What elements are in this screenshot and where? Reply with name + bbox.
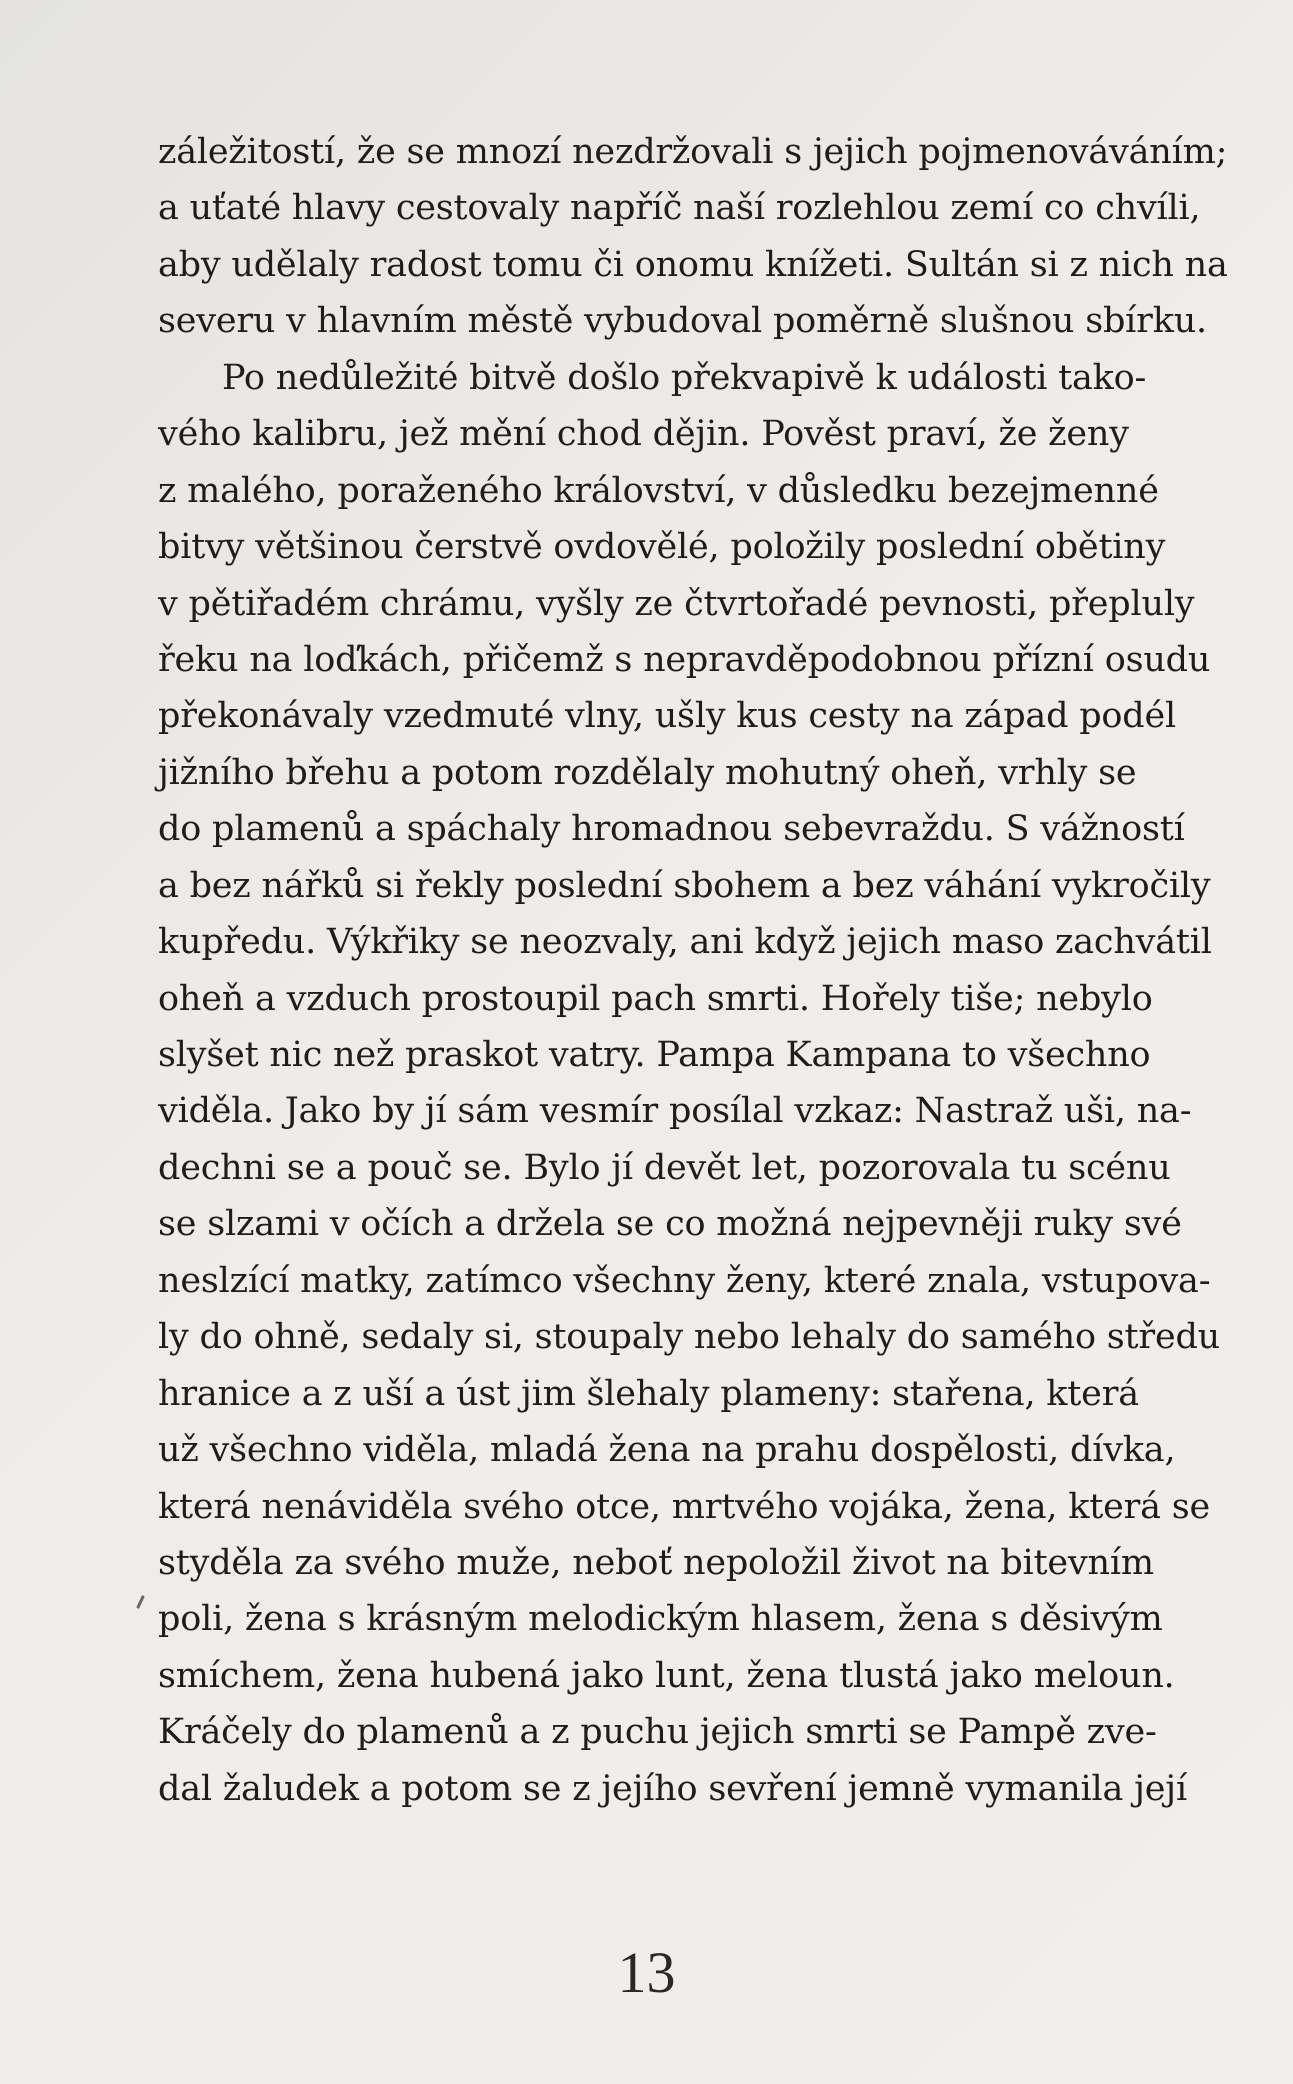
text-line: se slzami v očích a držela se co možná nejpevněji ruky své [158, 1204, 1182, 1245]
text-line: neslzící matky, zatímco všechny ženy, které znala, vstupova- [158, 1260, 1211, 1301]
text-line: překonávaly vzedmuté vlny, ušly kus cesty na západ podél [158, 696, 1177, 737]
text-line: ly do ohně, sedaly si, stoupaly nebo lehaly do samého středu [158, 1317, 1221, 1358]
page-number: 13 [617, 1940, 676, 2005]
text-line: řeku na loďkách, přičemž s nepravděpodobnou přízní osudu [158, 639, 1211, 680]
text-line: v pětiřadém chrámu, vyšly ze čtvrtořadé pevnosti, přepluly [158, 583, 1195, 624]
text-line: severu v hlavním městě vybudoval poměrně slušnou sbírku. [158, 301, 1207, 342]
text-line: smíchem, žena hubená jako lunt, žena tlustá jako meloun. [158, 1655, 1175, 1696]
text-line: záležitostí, že se mnozí nezdržovali s jejich pojmenováváním; [158, 132, 1228, 172]
text-line: vého kalibru, jež mění chod dějin. Pověst praví, že ženy [158, 414, 1129, 455]
text-line: kupředu. Výkřiky se neozvaly, ani když jejich maso zachvátil [158, 922, 1212, 963]
text-line: dechni se a pouč se. Bylo jí devět let, pozorovala tu scénu [158, 1147, 1171, 1188]
text-line: bitvy většinou čerstvě ovdovělé, položily poslední obětiny [158, 527, 1166, 568]
text-line: do plamenů a spáchaly hromadnou sebevraždu. S vážností [158, 809, 1185, 850]
text-line: která nenáviděla svého otce, mrtvého vojáka, žena, která se [158, 1486, 1211, 1527]
text-line: a bez nářků si řekly poslední sbohem a bez váhání vykročily [158, 865, 1211, 906]
text-line: dal žaludek a potom se z jejího sevření jemně vymanila její [158, 1768, 1187, 1809]
margin-pencil-mark [136, 1595, 145, 1609]
text-line: styděla za svého muže, neboť nepoložil život na bitevním [158, 1542, 1154, 1583]
text-line: Kráčely do plamenů a z puchu jejich smrti se Pampě zve- [158, 1712, 1157, 1753]
text-line: hranice a z uší a úst jim šlehaly plameny: stařena, která [158, 1373, 1139, 1414]
text-line: slyšet nic než praskot vatry. Pampa Kampana to všechno [158, 1035, 1151, 1075]
text-line: z malého, poraženého království, v důsledku bezejmenné [158, 470, 1159, 511]
text-line: poli, žena s krásným melodickým hlasem, žena s děsivým [158, 1599, 1163, 1640]
text-line: aby udělaly radost tomu či onomu knížeti. Sultán si z nich na [158, 244, 1228, 285]
text-line: oheň a vzduch prostoupil pach smrti. Hořely tiše; nebylo [158, 978, 1153, 1019]
text-line: už všechno viděla, mladá žena na prahu dospělosti, dívka, [158, 1430, 1176, 1471]
text-line: viděla. Jako by jí sám vesmír posílal vzkaz: Nastraž uši, na- [158, 1091, 1192, 1132]
text-line: a uťaté hlavy cestovaly napříč naší rozlehlou zemí co chvíli, [158, 188, 1201, 229]
body-text [158, 124, 1228, 1817]
text-line: jižního břehu a potom rozdělaly mohutný oheň, vrhly se [158, 752, 1137, 793]
text-line-paragraph-start: Po nedůležité bitvě došlo překvapivě k události tako- [222, 357, 1147, 398]
